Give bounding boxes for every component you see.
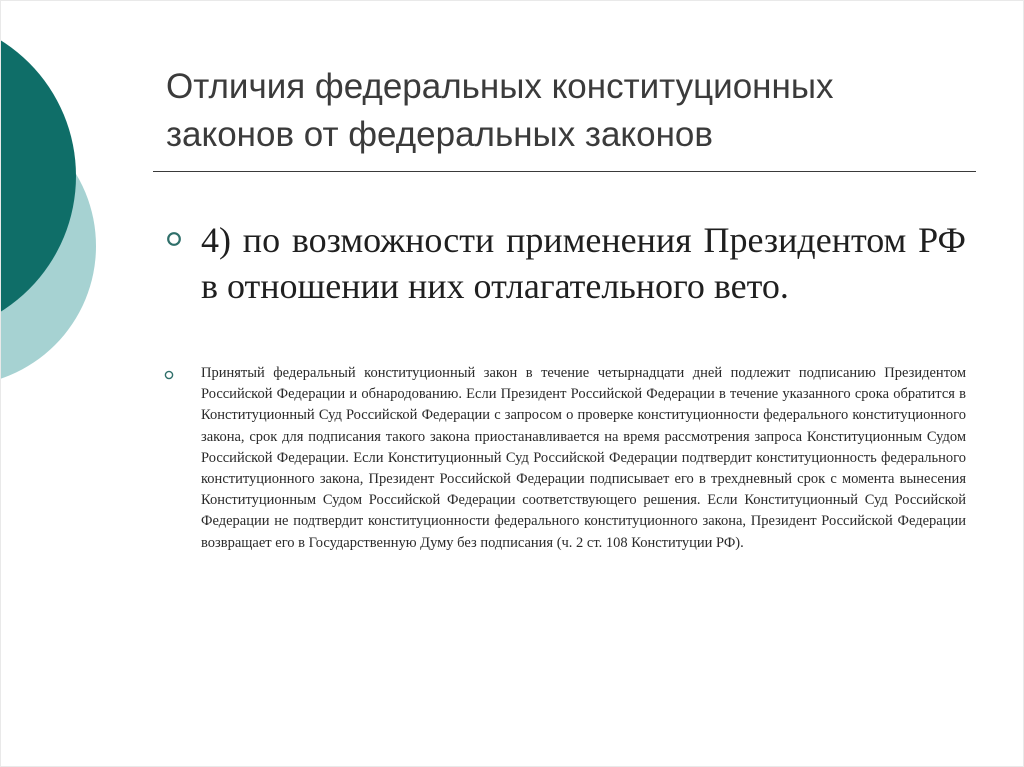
main-point-text: 4) по возможности применения Президентом РФ в отношении них отлагательного вето. [201, 220, 966, 306]
slide-title [166, 63, 966, 159]
title-line-1: Отличия федеральных конституционных [166, 67, 834, 106]
title-line-2: законов от федеральных законов [166, 115, 713, 154]
sub-point-text: Принятый федеральный конституционный закон в течение четырнадцати дней подлежит подписанию Президентом Российской Федерации и обнародованию. Если Президент Российской Федерации в течение указанного срока обратится в Конституционный Суд Российской Федерации с запросом о проверке конституционности федерального конституционного закона, срок для подписания такого закона приостанавливается на время рассмотрения запроса Конституционным Судом Российской Федерации. Если Конституционный Суд Российской Федерации подтвердит конституционность федерального конституционного закона, Президент Российской Федерации подписывает его в трехдневный срок с момента вынесения Конституционным Судом Российской Федерации соответствующего решения. Если Конституционный Суд Российской Федерации не подтвердит конституционности федерального конституционного закона, Президент Российской Федерации возвращает его в Государственную Думу без подписания (ч. 2 ст. 108 Конституции РФ). [201, 365, 966, 551]
decorative-circles [1, 1, 111, 421]
title-divider [153, 171, 976, 172]
ring-bullet-icon [164, 370, 174, 380]
ring-bullet-icon [166, 231, 182, 247]
